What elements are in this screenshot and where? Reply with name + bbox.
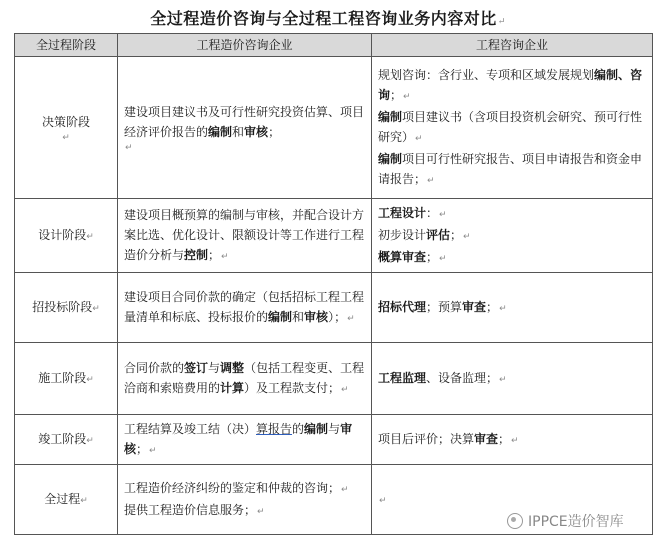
stage-cell: 设计阶段↵ — [15, 199, 118, 273]
stage-cell: 竣工阶段↵ — [15, 415, 118, 465]
header-row — [15, 34, 653, 57]
consult-cell: 招标代理；预算审查；↵ — [372, 273, 653, 343]
watermark-text: IPPCE造价智库 — [528, 514, 624, 530]
header-cost-consulting: 工程造价咨询企业 — [118, 34, 372, 57]
consult-cell: 工程监理、设备监理；↵ — [372, 343, 653, 415]
cost-cell: 合同价款的签订与调整（包括工程变更、工程洽商和索赔费用的计算）及工程款支付；↵ — [118, 343, 372, 415]
wechat-icon — [507, 513, 523, 529]
stage-cell: 施工阶段↵ — [15, 343, 118, 415]
stage-cell: 招投标阶段↵ — [15, 273, 118, 343]
table-row — [15, 57, 653, 199]
comparison-table — [14, 33, 653, 535]
cost-cell: 工程结算及竣工结（决）算报告的编制与审核；↵ — [118, 415, 372, 465]
table-row — [15, 415, 653, 465]
cost-cell: 建设项目合同价款的确定（包括招标工程工程量清单和标底、投标报价的编制和审核）；↵ — [118, 273, 372, 343]
cost-cell: 工程造价经济纠纷的鉴定和仲裁的咨询；↵ 提供工程造价信息服务；↵ — [118, 465, 372, 535]
page-title — [0, 6, 656, 29]
consult-cell: 规划咨询：含行业、专项和区域发展规划编制、咨询；↵ 编制项目建议书（含项目投资机会研究、预可行性研究）↵ 编制项目可行性研究报告、项目申请报告和资金申请报告；↵ — [372, 57, 653, 199]
consult-cell: ↵ — [372, 465, 653, 535]
cost-cell: 建设项目概预算的编制与审核，并配合设计方案比选、优化设计、限额设计等工作进行工程造价分析与控制；↵ — [118, 199, 372, 273]
cost-cell: 建设项目建议书及可行性研究投资估算、项目经济评价报告的编制和审核； ↵ — [118, 57, 372, 199]
paragraph-mark: ↵ — [497, 17, 506, 27]
consult-cell: 项目后评价；决算审查；↵ — [372, 415, 653, 465]
header-engineering-consulting: 工程咨询企业 — [372, 34, 653, 57]
table-row — [15, 343, 653, 415]
table-row — [15, 199, 653, 273]
watermark — [505, 510, 626, 532]
header-stage: 全过程阶段 — [15, 34, 118, 57]
table-row — [15, 273, 653, 343]
title-text: 全过程造价咨询与全过程工程咨询业务内容对比 — [150, 9, 497, 28]
consult-cell: 工程设计：↵ 初步设计评估；↵ 概算审查；↵ — [372, 199, 653, 273]
stage-cell: 全过程↵ — [15, 465, 118, 535]
stage-cell: 决策阶段 ↵ — [15, 57, 118, 199]
